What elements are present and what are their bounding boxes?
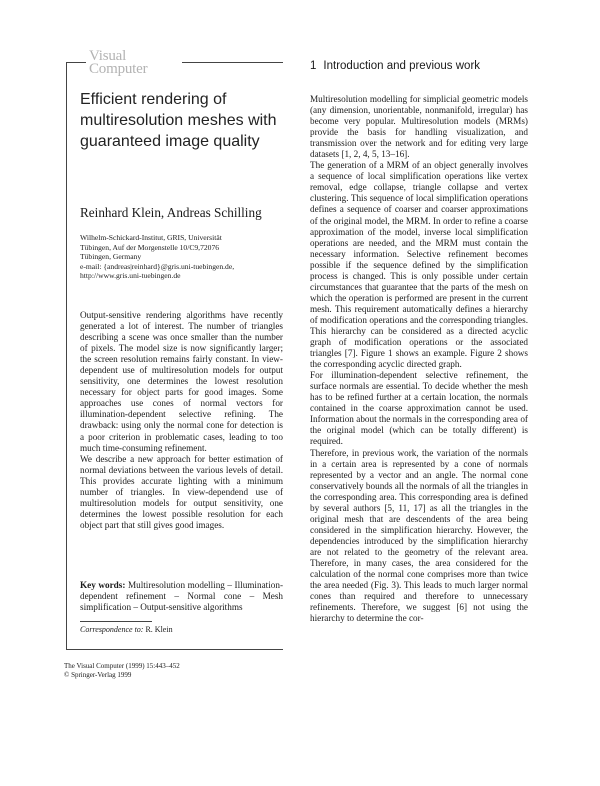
journal-citation: The Visual Computer (1999) 15:443–452 [64, 662, 180, 670]
abstract [80, 310, 283, 531]
correspondence-label: Correspondence to: [80, 625, 144, 634]
article-title: Efficient rendering of multiresolution meshes with guaranteed image quality [80, 91, 277, 150]
journal-footer [64, 662, 284, 680]
correspondence [80, 625, 280, 635]
logo-line-2: Computer [89, 61, 148, 77]
affiliation: Wilhelm-Schickard-Institut, GRIS, Universität Tübingen, Auf der Morgenstelle 10/C9,72076 Tübingen, Germany e-mail: {andreas|reinhard}@gris.uni-tuebingen.de, http://www.gris.uni-tuebingen.de [80, 233, 235, 281]
journal-logo [86, 50, 182, 76]
section-heading [310, 59, 550, 73]
keywords-text: Multiresolution modelling – Illumination-dependent refinement – Normal cone – Mesh simplification – Output-sensitive algorithms [80, 580, 284, 613]
correspondence-name: R. Klein [145, 625, 173, 634]
copyright: © Springer-Verlag 1999 [64, 670, 132, 679]
body-paragraph: For illumination-dependent selective refinement, the surface normals are essential. To decide whether the mesh has to be refined further at a certain location, the normals contained in the coarse approximation cannot be used. Information about the normals in the corresponding area of the original model (which can be totally different) is required. [310, 370, 528, 447]
abstract-paragraph: Output-sensitive rendering algorithms have recently generated a lot of interest. The number of triangles describing a scene was once smaller than the number of pixels. The model size is now significantly larger; the screen resolution remains fairly constant. In view-dependent use of multiresolution models for output sensitivity, one determines the lowest resolution necessary for object parts for good images. Some approaches use cones of normal vectors for illumination-dependent selective refining. The drawback: using only the normal cone for detection is a poor criterion in problematic cases, leading to too much time-consuming refinement. [80, 310, 283, 453]
body-paragraph: Therefore, in previous work, the variation of the normals in a certain area is represented by a cone of normals represented by a vector and an angle. The normal cone conservatively bounds all the normals of all the triangles in the corresponding area. This corresponding area is defined by several authors [5, 11, 17] as all the triangles in the original mesh that are descendents of the area being considered in the simplification hierarchy. However, the dependencies introduced by the simplification hierarchy are not related to the geometry of the relevant area. Therefore, in many cases, the area considered for the calculation of the normal cone comprises more than twice the area needed (Fig. 3). This leads to much larger normal cones than required and therefore to unnecessary refinements. Therefore, we suggest [6] not using the hierarchy to determine the cor- [310, 447, 528, 624]
logo-line-1: Visual [89, 48, 127, 64]
section-body [310, 94, 528, 624]
section-number: 1 [310, 60, 317, 72]
keywords [80, 580, 283, 613]
body-paragraph: Multiresolution modelling for simplicial geometric models (any dimension, unorientable, nonmanifold, irregular) has become very popular. Multiresolution models (MRMs) provide the basis for handling visualization, and transmission over the network and for editing very large datasets [1, 2, 4, 5, 13–16]. [310, 94, 528, 160]
section-title: Introduction and previous work [323, 60, 481, 72]
body-paragraph: The generation of a MRM of an object generally involves a sequence of local simplification operations like vertex removal, edge collapse, triangle collapse and vertex clustering. This sequence of local simplification operations defines a sequence of coarser and coarser approximations of the original model, the MRM. In order to refine a coarse approximation of the model, inverse local simplification operations are needed, and the MRM must contain the necessary information. Selective refinement becomes possible if the sequence defined by the simplification process is changed. This is only possible under certain circumstances that guarantee that the parts of the mesh on which the operation is performed are present in the current mesh. This requirement automatically defines a hierarchy of modification operations and the corresponding triangles. This hierarchy can be considered as a directed acyclic graph of modification operations or the associated triangles [7]. Figure 1 shows an example. Figure 2 shows the corresponding acyclic directed graph. [310, 160, 528, 370]
keywords-label: Key words: [80, 580, 126, 590]
authors: Reinhard Klein, Andreas Schilling [80, 205, 262, 220]
correspondence-divider [80, 621, 152, 622]
abstract-paragraph: We describe a new approach for better estimation of normal deviations between the various levels of detail. This provides accurate lighting with a minimum number of triangles. In view-dependend use of multiresolution models for output sensitivity, one determines the lowest possible resolution for each object part that still gives good images. [80, 453, 283, 530]
